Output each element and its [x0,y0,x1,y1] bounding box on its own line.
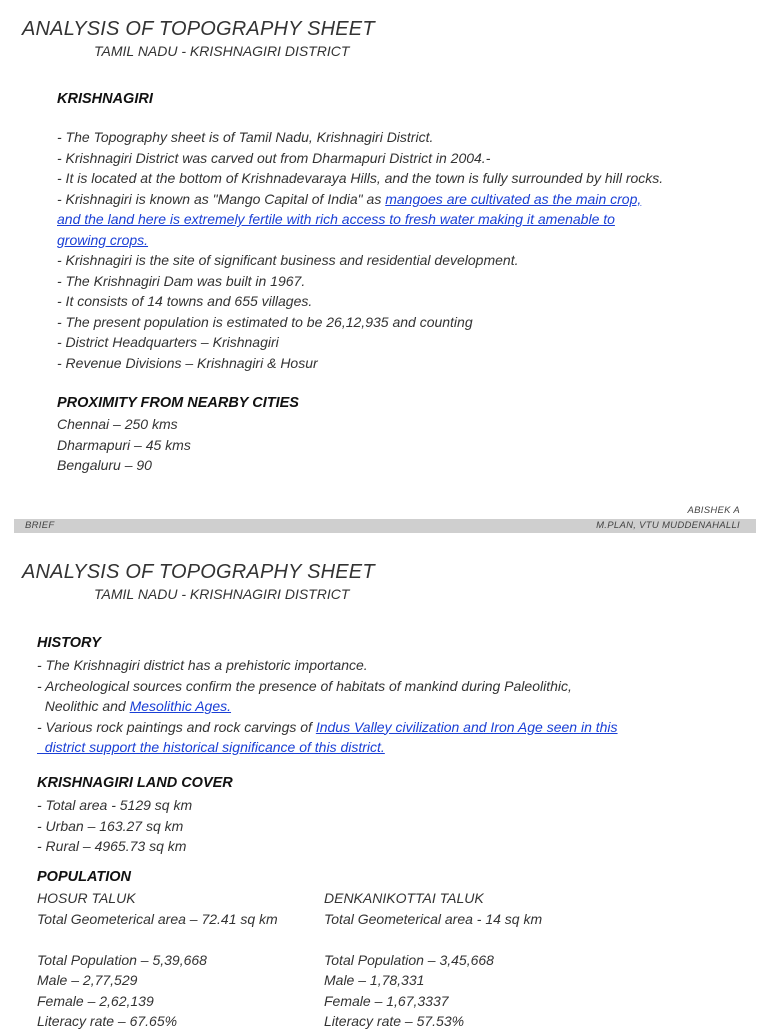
mango-link[interactable]: mangoes are cultivated as the main crop, [385,190,642,207]
section-heading-krishnagiri: KRISHNAGIRI [57,91,153,107]
list-item: Dharmapuri – 45 kms [57,436,191,453]
taluk-literacy: Literacy rate – 57.53% [324,1013,465,1029]
list-item: - Urban – 163.27 sq km [37,817,184,834]
history-list [37,655,618,758]
krishnagiri-bullet-list [57,127,663,373]
taluk-female: Female – 2,62,139 [37,992,154,1009]
list-item-mango [57,189,663,210]
taluk-female: Female – 1,67,3337 [324,992,449,1009]
denkanikottai-taluk-column [324,888,542,1032]
list-item: Chennai – 250 kms [57,416,178,432]
list-item [37,717,618,738]
list-item: - The Topography sheet is of Tamil Nadu, Krishnagiri District. [57,129,434,145]
list-item: - Total area - 5129 sq km [37,797,193,813]
list-item: - Krishnagiri District was carved out from Dharmapuri District in 2004.- [57,149,491,166]
list-item: - It consists of 14 towns and 655 villages. [57,293,313,309]
page-subtitle: TAMIL NADU - KRISHNAGIRI DISTRICT [94,43,350,59]
author-name: ABISHEK A [687,505,740,516]
taluk-male: Male – 2,77,529 [37,972,138,988]
list-item-continuation [57,209,663,230]
list-item: - The present population is estimated to be 26,12,935 and counting [57,313,473,330]
list-item-text: - Various rock paintings and rock carvings of [37,718,316,735]
taluk-population: Total Population – 5,39,668 [37,951,207,968]
list-item-continuation [37,696,618,717]
list-item-continuation [37,737,618,758]
section-heading-population: POPULATION [37,869,131,885]
page-title: ANALYSIS OF TOPOGRAPHY SHEET [22,18,375,40]
list-item: - Rural – 4965.73 sq km [37,838,187,854]
taluk-name: DENKANIKOTTAI TALUK [324,890,484,906]
footer-right-label: M.PLAN, VTU MUDDENAHALLI [596,520,740,531]
taluk-name: HOSUR TALUK [37,890,136,906]
list-item-continuation [57,230,663,251]
list-item: - The Krishnagiri Dam was built in 1967. [57,272,306,289]
list-item: - It is located at the bottom of Krishnadevaraya Hills, and the town is fully surrounded by hill rocks. [57,170,664,186]
list-item: - Krishnagiri is the site of significant business and residential development. [57,252,519,268]
mesolithic-link[interactable]: Mesolithic Ages. [129,698,232,714]
list-item: - The Krishnagiri district has a prehistoric importance. [37,657,368,673]
list-item: - Archeological sources confirm the presence of habitats of mankind during Paleolithic, [37,677,572,694]
taluk-male: Male – 1,78,331 [324,972,425,988]
page-title: ANALYSIS OF TOPOGRAPHY SHEET [22,561,375,583]
taluk-literacy: Literacy rate – 67.65% [37,1013,178,1029]
land-cover-list [37,795,192,857]
taluk-area: Total Geometerical area – 72.41 sq km [37,910,278,927]
proximity-list [57,414,191,476]
taluk-population: Total Population – 3,45,668 [324,951,494,968]
growing-crops-link[interactable]: growing crops. [57,231,149,248]
section-heading-land-cover: KRISHNAGIRI LAND COVER [37,775,233,791]
fertile-land-link[interactable]: and the land here is extremely fertile with rich access to fresh water making it amenable to [57,211,615,227]
hosur-taluk-column [37,888,278,1032]
list-item-text: - Krishnagiri is known as "Mango Capital of India" as [57,190,386,207]
list-item: - District Headquarters – Krishnagiri [57,334,279,350]
list-item: Bengaluru – 90 [57,457,152,473]
list-item: - Revenue Divisions – Krishnagiri & Hosur [57,354,318,371]
indus-valley-link[interactable]: Indus Valley civilization and Iron Age seen in this [315,718,618,735]
district-significance-link[interactable]: district support the historical significance of this district. [37,739,385,755]
section-heading-history: HISTORY [37,635,101,651]
taluk-area: Total Geometerical area - 14 sq km [324,910,543,927]
section-heading-proximity: PROXIMITY FROM NEARBY CITIES [57,395,299,411]
list-item-text: Neolithic and [37,698,130,714]
footer-left-label: BRIEF [25,520,55,531]
page-subtitle: TAMIL NADU - KRISHNAGIRI DISTRICT [94,586,350,602]
